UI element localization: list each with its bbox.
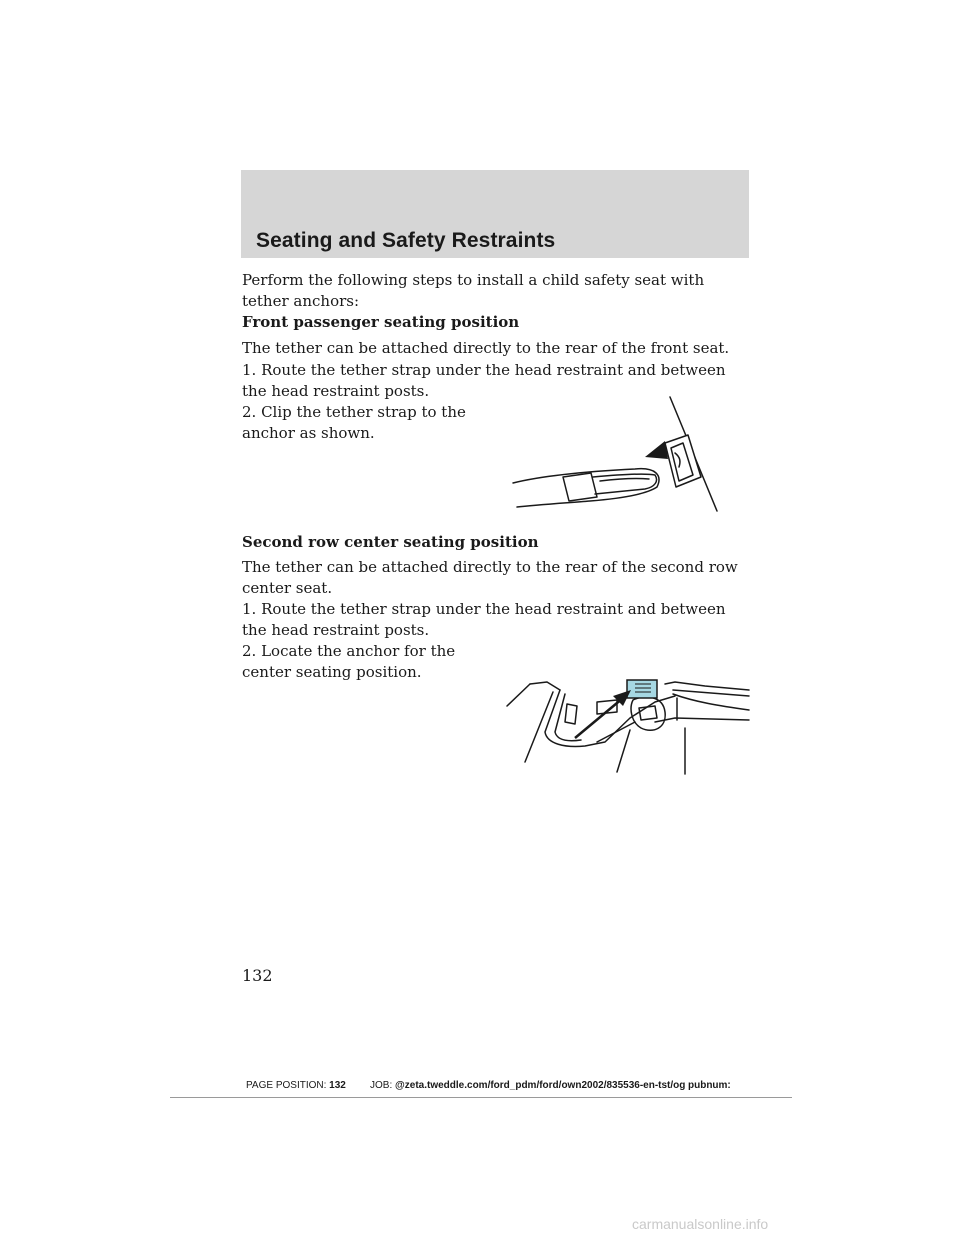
second-description: The tether can be attached directly to the rear of the second row center seat. [242,558,738,597]
page-number: 132 [242,966,273,985]
front-step-1: 1. Route the tether strap under the head restraint and between the head restraint posts. [242,361,726,400]
footer-rule [170,1097,792,1098]
anchor-highlight [627,680,657,698]
second-step-2: 2. Locate the anchor for the center seating position. [242,642,456,681]
arrow-icon [645,441,668,459]
footer-pubnum [688,1080,731,1091]
second-step-1: 1. Route the tether strap under the head restraint and between the head restraint posts. [242,600,726,639]
second-heading: Second row center seating position [242,533,539,551]
footer-position-label: PAGE POSITION: [246,1080,327,1091]
center-anchor-illustration [505,672,755,780]
footer-position-value: 132 [329,1080,346,1091]
front-description: The tether can be attached directly to the rear of the front seat. [242,339,730,357]
footer-page-position [246,1080,346,1091]
tether-clip-illustration [505,395,730,520]
footer-pubnum-label: pubnum: [688,1080,731,1091]
section-title: Seating and Safety Restraints [256,229,556,252]
footer-job [370,1080,685,1091]
watermark: carmanualsonline.info [632,1216,769,1232]
front-heading: Front passenger seating position [242,313,520,331]
front-step-2: 2. Clip the tether strap to the anchor as shown. [242,403,466,442]
intro-text: Perform the following steps to install a child safety seat with tether anchors: [242,271,705,310]
footer-job-label: JOB: [370,1080,393,1091]
footer-job-value: @zeta.tweddle.com/ford_pdm/ford/own2002/835536-en-tst/og [395,1080,686,1091]
